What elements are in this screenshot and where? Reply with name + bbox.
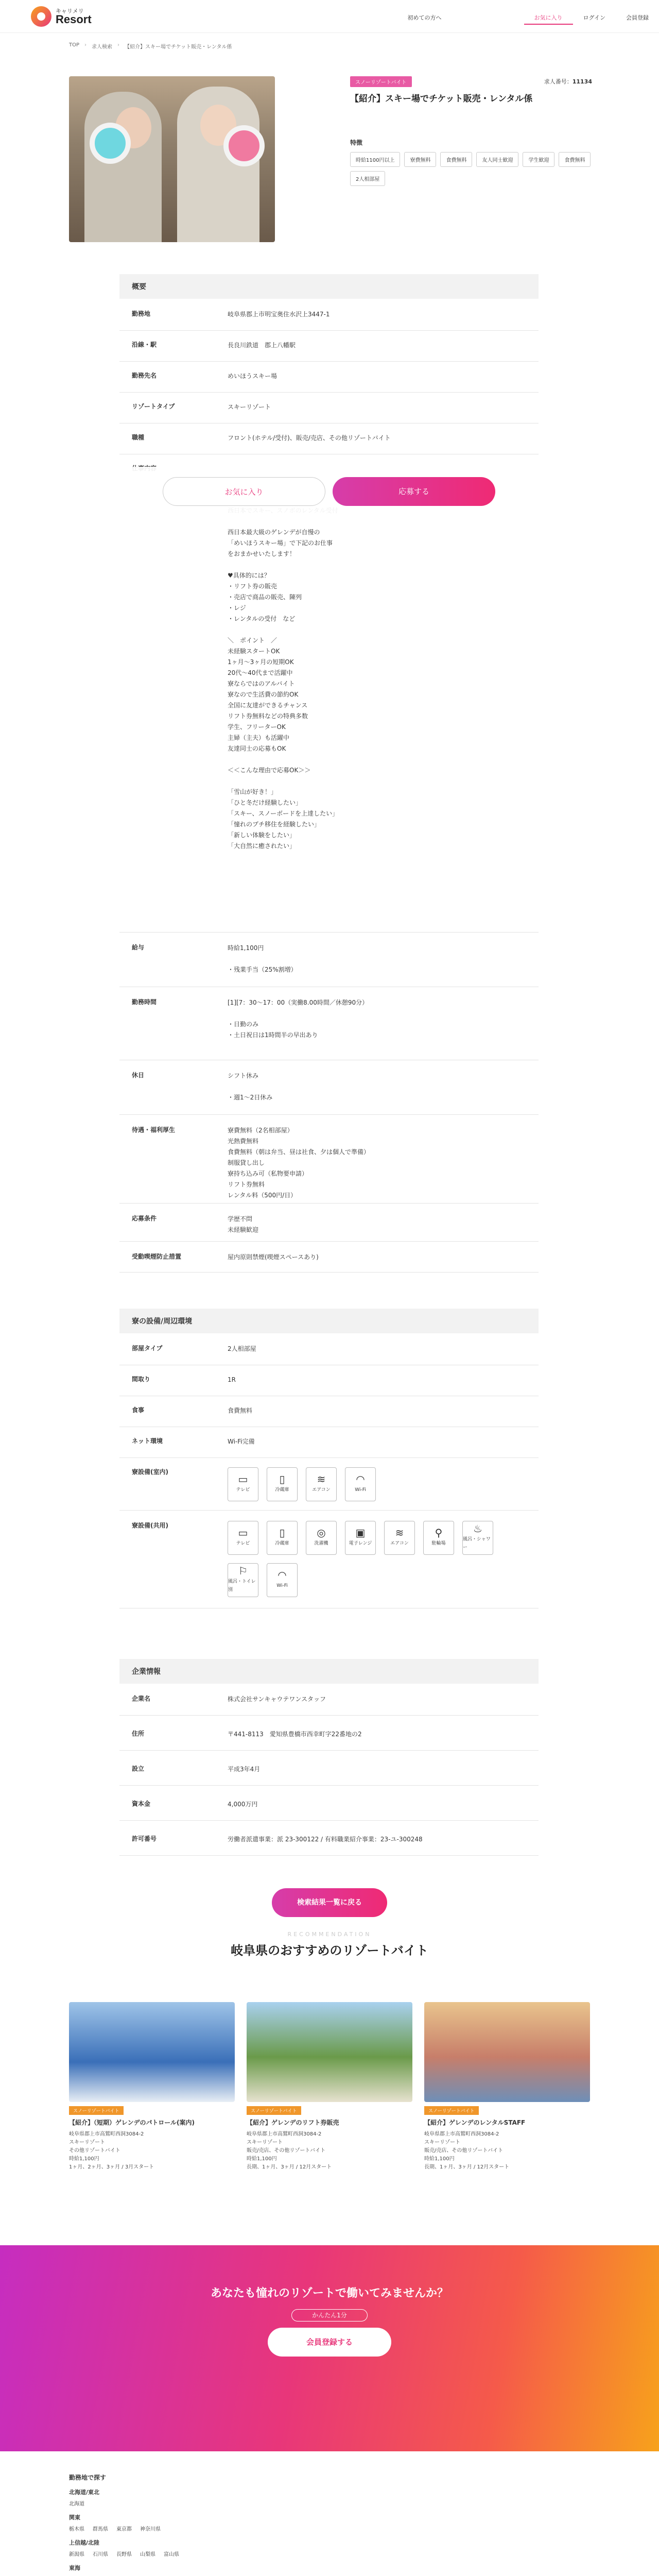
job-photo: [69, 76, 275, 242]
nav-register[interactable]: 会員登録: [626, 14, 649, 21]
sticky-cta-bar: [0, 467, 659, 516]
feature-tag[interactable]: 友人同士歓迎: [476, 152, 518, 167]
area-link[interactable]: 新潟県: [69, 2552, 84, 2557]
breadcrumb-current: 【紹介】スキー場でチケット販売・レンタル係: [125, 44, 232, 50]
tv-icon: ▭ テレビ: [228, 1521, 258, 1555]
card-photo: [247, 2002, 412, 2102]
recommend-subtitle: RECOMMENDATION: [287, 1931, 372, 1938]
nav-favorites[interactable]: お気に入り: [524, 11, 573, 25]
breadcrumb-search[interactable]: 求人検索: [92, 44, 113, 50]
wifi-icon: ◠ Wi-Fi: [267, 1563, 298, 1597]
favorite-button[interactable]: お気に入り: [163, 477, 325, 506]
overview-heading: 概要: [119, 274, 539, 299]
nav-first-time[interactable]: 初めての方へ: [407, 14, 442, 21]
promo-pill: かんたん1分: [291, 2309, 368, 2321]
register-promo-banner: [0, 2245, 659, 2451]
separate-bath-icon: ⚐ 風呂・トイレ別: [228, 1563, 258, 1597]
recommend-card[interactable]: スノーリゾートバイト 【紹介】（短期）ゲレンデのパトロール(案内) 岐阜県郡上市高鷲町西洞3084-2 スキーリゾート その他リゾートバイト 時給1,100円 1ヶ月、2ヶ月、3ヶ月 / 3月スタート: [69, 2002, 235, 2172]
area-link[interactable]: 富山県: [164, 2552, 179, 2557]
breadcrumb-top[interactable]: TOP: [69, 42, 80, 48]
recommend-card[interactable]: スノーリゾートバイト 【紹介】ゲレンデのリフト券販売 岐阜県郡上市高鷲町西洞3084-2 スキーリゾート 販売/売店、その他リゾートバイト 時給1,100円 長期、1ヶ月、3ヶ月 / 12月スタート: [247, 2002, 412, 2172]
facility-row: 寮設備(共用) ▭ テレビ ▯ 冷蔵庫 ◎ 洗濯機 ▣ 電子レンジ ≋ エアコン ⚲ 駐輪場 ♨ 風呂・シャワー ⚐ 風呂・トイレ別 ◠ Wi-Fi: [119, 1511, 539, 1608]
info-row: 食事 食費無料: [119, 1395, 539, 1427]
site-header: [0, 0, 659, 33]
fridge-icon: ▯ 冷蔵庫: [267, 1521, 298, 1555]
info-row: 給与 時給1,100円 ・残業手当（25%割増）: [119, 933, 539, 987]
info-row: 部屋タイプ 2人相部屋: [119, 1333, 539, 1365]
company-heading: 企業情報: [119, 1659, 539, 1684]
feature-tag[interactable]: 時給1100円以上: [350, 152, 400, 167]
bicycle-icon: ⚲ 駐輪場: [423, 1521, 454, 1555]
info-row: 勤務先名 めいほうスキー場: [119, 361, 539, 393]
apply-button[interactable]: 応募する: [333, 477, 495, 506]
search-by-area: 勤務地で探す 北海道/東北 北海道 関東 栃木県 群馬県 東京都 神奈川県 上信越/北陸 新潟県 石川県 長野県 山梨県 富山県 東海: [69, 2473, 594, 2576]
area-link[interactable]: 神奈川県: [140, 2527, 161, 2532]
wifi-icon: ◠ Wi-Fi: [345, 1467, 376, 1501]
info-row: 許可番号 労働者派遣事業：派 23-300122 / 有料職業紹介事業：23-ユ-300248: [119, 1824, 539, 1856]
feature-tag[interactable]: 学生歓迎: [523, 152, 554, 167]
info-row: 応募条件 学歴不問 未経験歓迎: [119, 1204, 539, 1242]
card-photo: [69, 2002, 235, 2102]
info-row: 職種 フロント(ホテル/受付)、販売/売店、その他リゾートバイト: [119, 422, 539, 454]
feature-tag[interactable]: 食費無料: [559, 152, 591, 167]
info-row: 受動喫煙防止措置 屋内原則禁煙(喫煙スペースあり): [119, 1242, 539, 1273]
housing-heading: 寮の設備/周辺環境: [119, 1309, 539, 1333]
area-link[interactable]: 群馬県: [93, 2527, 108, 2532]
promo-title: あなたも憧れのリゾートで働いてみませんか？: [210, 2287, 448, 2300]
job-summary: [350, 76, 592, 186]
features-heading: 特徴: [350, 139, 363, 146]
info-row: 勤務時間 [1][7：30〜17：00（実働8.00時間／休憩90分） ・日勤のみ ・土日祝日は1時間半の早出あり: [119, 987, 539, 1060]
nav-login[interactable]: ログイン: [583, 14, 605, 21]
info-row: リゾートタイプ スキーリゾート: [119, 392, 539, 423]
info-row: 設立 平成3年4月: [119, 1754, 539, 1786]
info-row: 西日本最大級のゲレンデが自慢の 「めいほうスキー場」で下記のお仕事 をおまかせいたします！ ♥具体的には？ ・リフト券の販売 ・売店で商品の販売、陳列 ・レジ ・レンタルの受付 など ＼ ポイント ／ 未経験スタートOK 1ヶ月〜3ヶ月の短期OK 20代〜40代まで活躍中 寮ならではのアルバイト 寮なので生活費の節約OK 全国に友達ができるチャンス リフト券無料などの特典多数 学生、フリーターOK 主婦（主夫）も活躍中 友達同士の応募もOK ＜＜こんな理由で応募OK＞＞ 「雪山が好き！」 「ひと冬だけ経験したい」 「スキー、スノーボードを上達したい」 「憧れのプチ移住を経験したい」 「新しい体験をしたい」 「大自然に癒されたい」: [119, 453, 539, 933]
feature-tag[interactable]: 寮費無料: [404, 152, 436, 167]
aircon-icon: ≋ エアコン: [306, 1467, 337, 1501]
facility-row: 寮設備(室内) ▭ テレビ ▯ 冷蔵庫 ≋ エアコン ◠ Wi-Fi: [119, 1457, 539, 1511]
info-row: 企業名 株式会社サンキャウテワンスタッフ: [119, 1684, 539, 1716]
breadcrumb-separator: ›: [84, 42, 87, 48]
info-row: 休日 シフト休み ・週1〜2日休み: [119, 1060, 539, 1115]
info-row: 沿線・駅 長良川鉄道 郡上八幡駅: [119, 330, 539, 362]
logo-small-text: キャリメリ: [56, 7, 84, 14]
area-link[interactable]: 石川県: [93, 2552, 108, 2557]
info-row: 待遇・福利厚生 寮費無料（2名相部屋） 光熱費無料 食費無料（朝は弁当、昼は社食、夕は個人で準備） 制服貸し出し 寮持ち込み可（私物要申請） リフト券無料 レンタル料（500円/日）: [119, 1115, 539, 1204]
breadcrumb-separator: ›: [117, 42, 120, 48]
area-link[interactable]: 山梨県: [140, 2552, 155, 2557]
promo-register-button[interactable]: 会員登録する: [268, 2328, 391, 2357]
area-link[interactable]: 北海道: [69, 2501, 84, 2507]
feature-tag[interactable]: 食費無料: [440, 152, 472, 167]
washer-icon: ◎ 洗濯機: [306, 1521, 337, 1555]
job-category-badge: スノーリゾートバイト: [350, 76, 412, 87]
info-row: 住所 〒441-8113 愛知県豊橋市西幸町字22番地の2: [119, 1719, 539, 1751]
tv-icon: ▭ テレビ: [228, 1467, 258, 1501]
feature-tag[interactable]: 2人相部屋: [350, 171, 385, 186]
area-link[interactable]: 栃木県: [69, 2527, 84, 2532]
microwave-icon: ▣ 電子レンジ: [345, 1521, 376, 1555]
fridge-icon: ▯ 冷蔵庫: [267, 1467, 298, 1501]
bath-icon: ♨ 風呂・シャワー: [462, 1521, 493, 1555]
feature-tags: [350, 152, 592, 186]
area-link[interactable]: 東京都: [116, 2527, 132, 2532]
aircon-icon: ≋ エアコン: [384, 1521, 415, 1555]
header-nav: [397, 11, 659, 25]
breadcrumb: [69, 42, 232, 50]
info-row: 間取り 1R: [119, 1364, 539, 1396]
card-photo: [424, 2002, 590, 2102]
logo-mark-icon: [31, 6, 51, 27]
info-row: 資本金 4,000万円: [119, 1789, 539, 1821]
job-number: 求人番号：11134: [544, 78, 592, 85]
back-to-results-button[interactable]: 検索結果一覧に戻る: [272, 1888, 387, 1917]
job-title: 【紹介】スキー場でチケット販売・レンタル係: [350, 94, 533, 104]
logo-big-text: Resort: [56, 12, 92, 26]
info-row: ネット環境 Wi-Fi完備: [119, 1426, 539, 1458]
recommend-card[interactable]: スノーリゾートバイト 【紹介】ゲレンデのレンタルSTAFF 岐阜県郡上市高鷲町西洞3084-2 スキーリゾート 販売/売店、その他リゾートバイト 時給1,100円 長期、1ヶ月、3ヶ月 / 12月スタート: [424, 2002, 590, 2172]
info-row: 勤務地 岐阜県郡上市明宝奥住水沢上3447-1: [119, 299, 539, 331]
recommend-title: 岐阜県のおすすめのリゾートバイト: [231, 1943, 428, 1958]
site-logo[interactable]: [31, 5, 92, 28]
area-link[interactable]: 長野県: [116, 2552, 132, 2557]
